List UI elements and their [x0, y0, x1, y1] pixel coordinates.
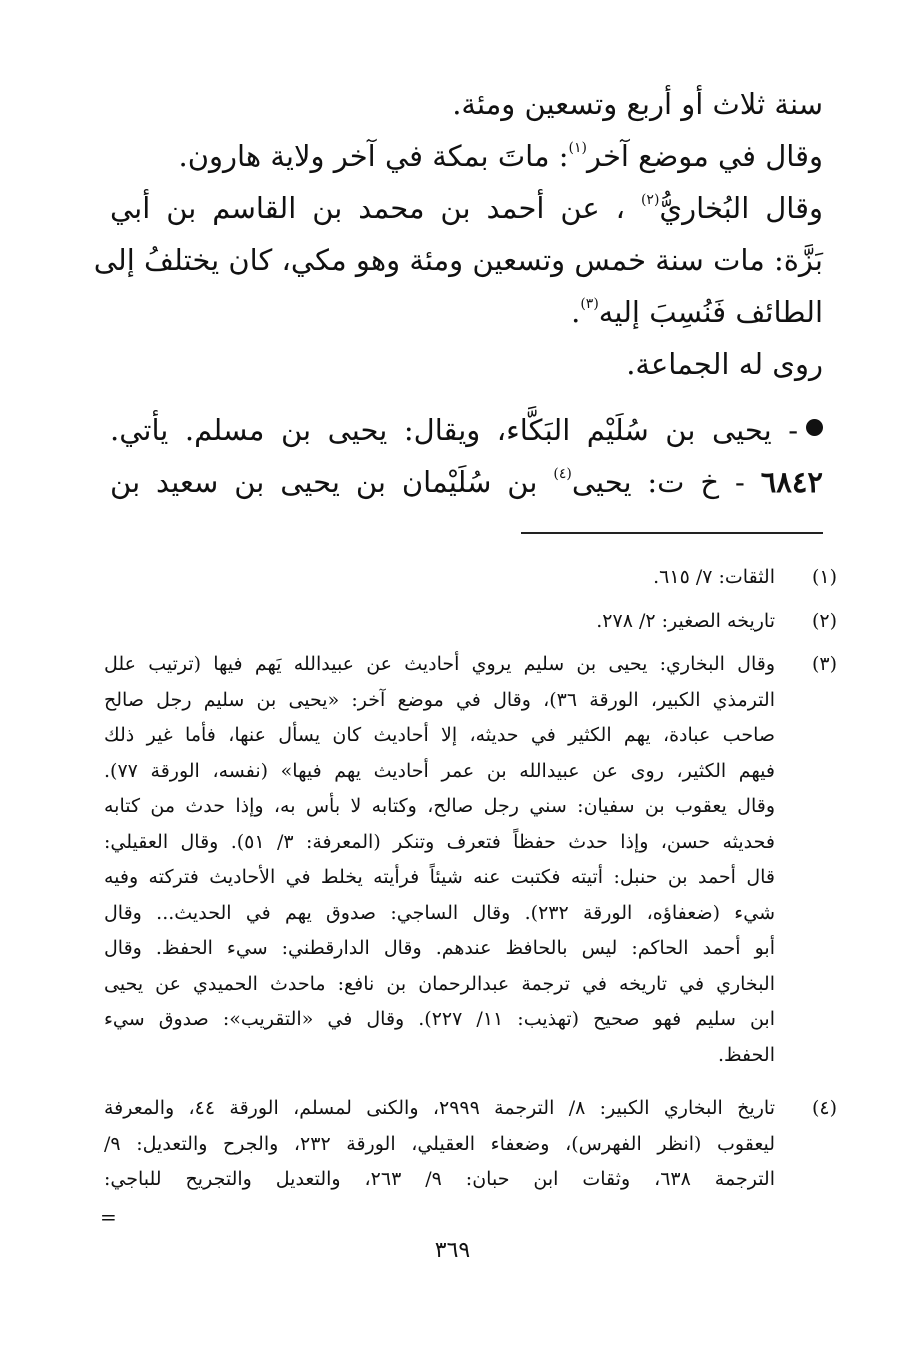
footnote-line: صاحب عبادة، يهم الكثير في حديثه، إلا أحاديث كان يسأل عنها، فأما غير ذلك [104, 724, 775, 746]
footnote-1 [104, 560, 837, 596]
footnote-line: فيهم الكثير، روى عن عبيدالله بن عمر أحاديث يهم فيها» (نفسه، الورقة ٧٧). [104, 759, 775, 782]
footnote-line: البخاري في تاريخه في ترجمة عبدالرحمان بن نافع: ماحدث الحميدي عن يحيى [104, 972, 776, 995]
text-line [110, 78, 823, 130]
entry-number: ٦٨٤٢ [760, 465, 823, 499]
text-line [93, 234, 823, 286]
footnote-line: الترمذي الكبير، الورقة ٣٦)، وقال في موضع آخر: «يحيى بن سليم رجل صالح [104, 688, 775, 711]
footnote-ref: (٢) [640, 192, 660, 208]
footnote-line: الثقات: ٧/ ٦١٥. [653, 566, 775, 588]
bullet-icon [806, 419, 823, 436]
footnote-number: (٢) [811, 609, 837, 632]
text-segment: الطائف فَنُسِبَ إليه [598, 295, 823, 329]
text-line-content: بَزَّة: مات سنة خمس وتسعين ومئة وهو مكي، كان يختلفُ إلى [93, 243, 823, 277]
text-segment: ، عن أحمد بن محمد بن القاسم بن أبي [110, 191, 626, 225]
footnote-line: ليعقوب (انظر الفهرس)، وضعفاء العقيلي، الورقة ٢٣٢، والجرح والتعديل: ٩/ [104, 1132, 776, 1155]
footnote-line: تاريخه الصغير: ٢/ ٢٧٨. [596, 609, 775, 632]
footnote-separator [521, 532, 823, 534]
text-segment: . [571, 295, 581, 329]
text-line-content: - يحيى بن سُلَيْم البَكَّاء، ويقال: يحيى بن مسلم. يأتي. [110, 413, 798, 447]
footnote-ref: (٤) [553, 466, 572, 482]
footnote-line: فحديثه حسن، وإذا حدث حفظاً فتعرف وتنكر (المعرفة: ٣/ ٥١). وقال العقيلي: [104, 830, 775, 853]
cross-reference-entry [110, 404, 823, 456]
text-line [110, 182, 823, 234]
text-line [110, 130, 823, 182]
footnote-ref: (١) [568, 140, 587, 156]
footnote-line: تاريخ البخاري الكبير: ٨/ الترجمة ٢٩٩٩، والكنى لمسلم، الورقة ٤٤، والمعرفة [104, 1097, 775, 1119]
footnote-ref: (٣) [580, 296, 599, 312]
footnote-line: ابن سليم فهو صحيح (تهذيب: ١١/ ٢٢٧). وقال في «التقريب»: صدوق سيء [104, 1008, 775, 1030]
footnote-line: أبو أحمد الحاكم: ليس بالحافظ عندهم. وقال الدارقطني: سيء الحفظ. وقال [104, 937, 775, 959]
text-segment: - خ ت: يحيى [571, 465, 745, 499]
footnote-2 [104, 604, 837, 640]
footnotes [104, 560, 837, 1206]
text-segment: بن سُلَيْمان بن يحيى بن سعيد بن [110, 465, 538, 499]
text-segment: وقال في موضع آخر [586, 139, 823, 173]
footnote-line: الحفظ. [717, 1043, 775, 1066]
footnote-number: (٣) [811, 653, 837, 675]
footnote-line: الترجمة ٦٣٨، وثقات ابن حبان: ٩/ ٢٦٣، والتعديل والتجريح للباجي: [104, 1168, 775, 1190]
text-segment: : ماتَ بمكة في آخر ولاية هارون. [178, 139, 569, 173]
footnote-3 [104, 647, 837, 1073]
text-line-content: روى له الجماعة. [626, 347, 823, 381]
text-line-content: سنة ثلاث أو أربع وتسعين ومئة. [452, 87, 823, 121]
footnote-line: شيء (ضعفاؤه، الورقة ٢٣٢). وقال الساجي: صدوق يهم في الحديث... وقال [104, 901, 775, 924]
text-line [110, 338, 823, 390]
biography-entry-heading [110, 456, 823, 508]
text-line [110, 286, 823, 338]
footnote-line: قال أحمد بن حنبل: أتيته فكتبت عنه شيئاً فرأيته يخلط في الأحاديث فتركته وفيه [104, 866, 775, 888]
footnote-number: (١) [811, 566, 837, 588]
page-number: ٣٦٩ [434, 1238, 471, 1263]
continuation-mark: = [100, 1205, 117, 1229]
main-text [93, 78, 823, 508]
footnote-line: وقال البخاري: يحيى بن سليم يروي أحاديث عن عبيدالله يَهم فيها (ترتيب علل [104, 653, 775, 675]
text-segment: وقال البُخاريُّ [659, 191, 823, 225]
footnote-number: (٤) [811, 1097, 837, 1119]
footnote-line: وقال يعقوب بن سفيان: سني رجل صالح، وكتابه لا بأس به، وإذا حدث من كتابه [104, 795, 775, 817]
footnote-4 [104, 1091, 837, 1198]
